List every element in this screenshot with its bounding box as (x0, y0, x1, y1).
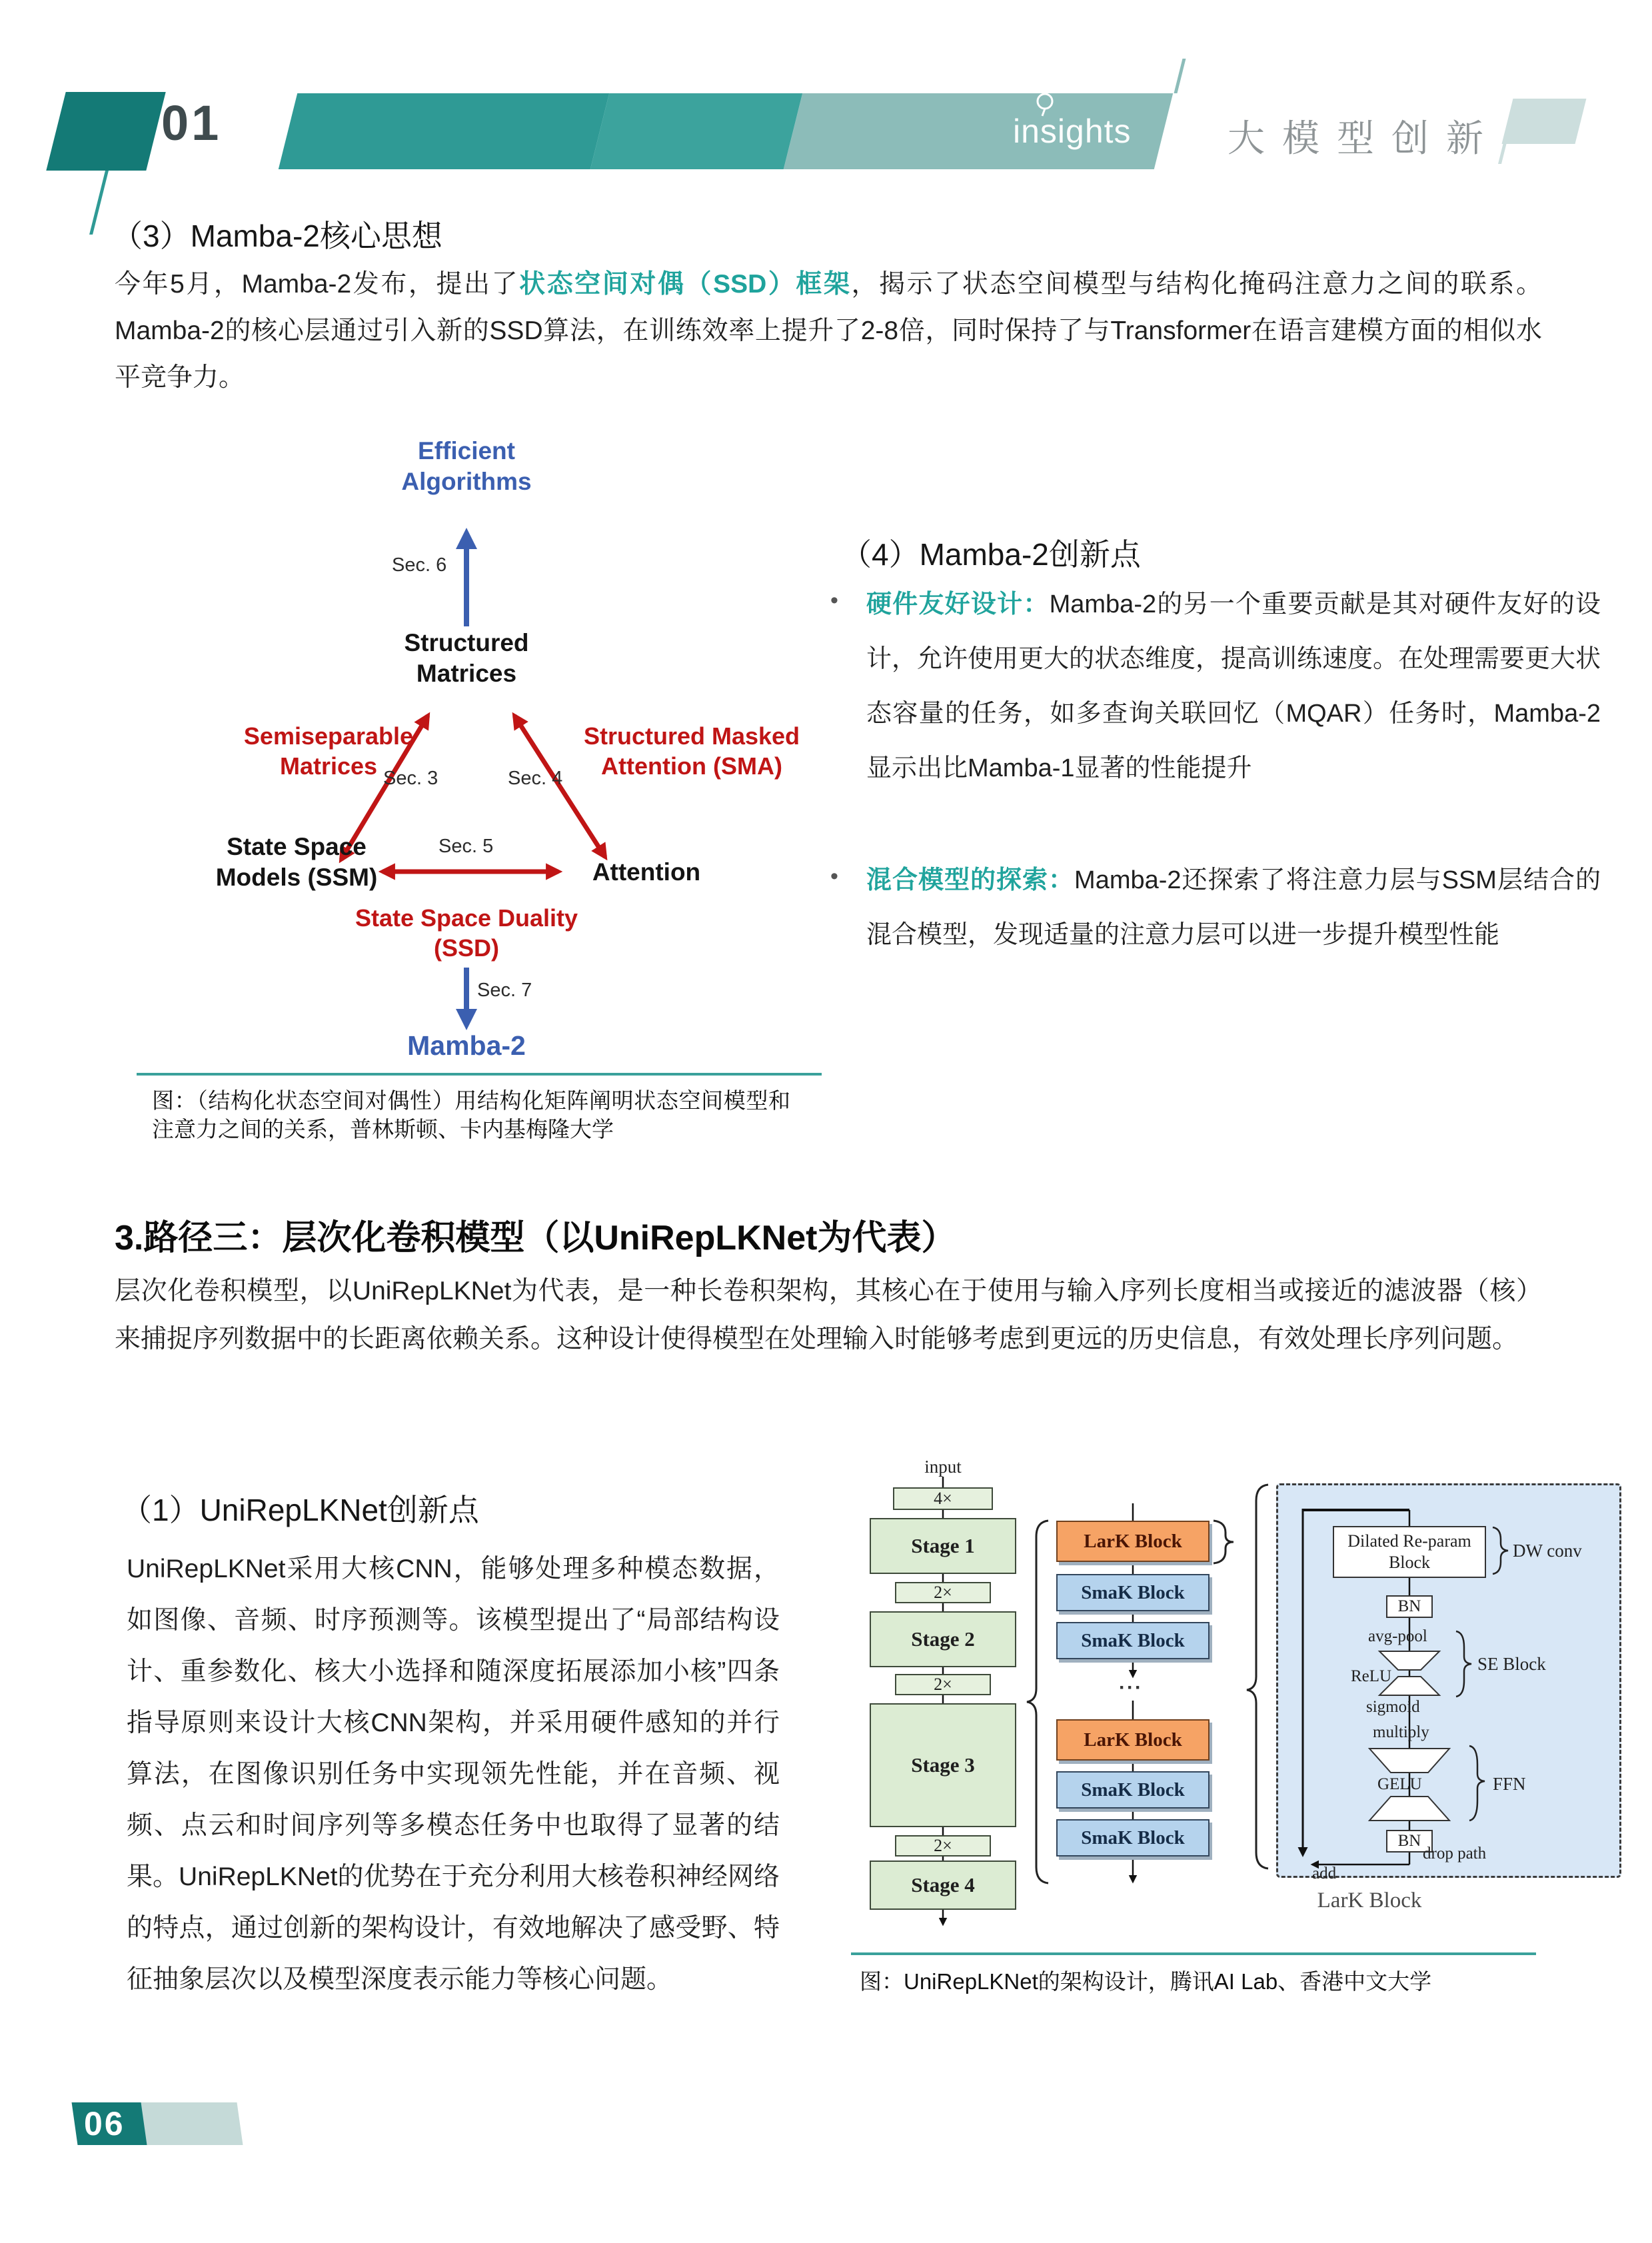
arch-stage-2 (870, 1611, 1016, 1667)
label-sec5: Sec. 5 (438, 836, 494, 857)
arch-stage-3 (870, 1703, 1016, 1827)
stage-text: Stage 1 (911, 1534, 975, 1557)
multiplier-text: 4× (934, 1489, 952, 1508)
arch-lark-block-2 (1056, 1719, 1210, 1761)
bullet-hybrid-models (866, 853, 1601, 962)
block-text: SmaK Block (1081, 1779, 1185, 1801)
ssd-framework-highlight: 状态空间对偶（SSD）框架 (519, 270, 852, 299)
block-text: LarK Block (1084, 1530, 1182, 1552)
node-efficient-algorithms: Efficient Algorithms (401, 437, 532, 495)
mamba-core-paragraph (115, 261, 1542, 401)
panel-text: BN (1397, 1597, 1421, 1615)
path-three-heading: 3.路径三：层次化卷积模型（以UniRepLKNet为代表） (115, 1219, 956, 1257)
panel-bn-top (1386, 1595, 1433, 1618)
node-mamba2: Mamba-2 (407, 1030, 526, 1061)
block-text: SmaK Block (1081, 1629, 1185, 1651)
paragraph-text: ，揭示了状态空间模型与结构化掩码注意力之间的联系。Mamba-2的核心层通过引入新的SSD算法，在训练效率上提升了2-8倍，同时保持了与Transformer在语言建模方面的相似水平竞争力。 (115, 270, 1542, 392)
label-sec7: Sec. 7 (477, 980, 532, 1001)
label-sec6: Sec. 6 (392, 554, 447, 576)
header-strip-tail (1174, 59, 1186, 93)
node-structured-matrices: Structured Matrices (404, 629, 529, 687)
panel-dilated-reparam-block (1333, 1526, 1486, 1578)
footer-banner (0, 2066, 400, 2199)
ssd-diagram (187, 426, 820, 1086)
block-text: SmaK Block (1081, 1581, 1185, 1603)
arch-caption: 图：UniRepLKNet的架构设计，腾讯AI Lab、香港中文大学 (860, 1969, 1432, 1994)
node-attention: Attention (592, 858, 701, 886)
unirep-heading: （1）UniRepLKNet创新点 (121, 1493, 479, 1527)
bullet-text: Mamba-2还探索了将注意力层与SSM层结合的混合模型，发现适量的注意力层可以进一步提升模型性能 (866, 866, 1601, 949)
bullet-dot: • (830, 588, 838, 613)
arch-input-label: input (924, 1457, 962, 1477)
label-sec3: Sec. 3 (383, 768, 438, 789)
mamba-core-heading: （3）Mamba-2核心思想 (112, 219, 442, 253)
arch-smak-block-1 (1056, 1574, 1210, 1611)
stage-text: Stage 4 (911, 1873, 975, 1896)
bullet-dot: • (830, 864, 838, 889)
block-text: LarK Block (1084, 1729, 1182, 1751)
arch-multiplier-0 (893, 1487, 993, 1510)
header-slash-tail (89, 171, 109, 235)
panel-multiply-label: multiply (1373, 1723, 1429, 1741)
panel-drop-path-label: drop path (1423, 1845, 1487, 1863)
path-three-paragraph: 层次化卷积模型，以UniRepLKNet为代表，是一种长卷积架构，其核心在于使用与输入序列长度相当或接近的滤波器（核）来捕捉序列数据中的长距离依赖关系。这种设计使得模型在处理输入时能够考虑到更远的历史信息，有效处理长序列问题。 (115, 1277, 1542, 1353)
bullet-text: Mamba-2的另一个重要贡献是其对硬件友好的设计，允许使用更大的状态维度，提高训练速度。在处理需要更大状态容量的任务，如多查询关联回忆（MQAR）任务时，Mamba-2显示出比Mamba-1显著的性能提升 (866, 590, 1601, 782)
panel-relu-label: ReLU (1351, 1667, 1392, 1685)
header-strip-segment-2 (590, 93, 802, 169)
unirep-architecture-figure (836, 1457, 1626, 1930)
node-state-space-models: State Space Models (SSM) (215, 833, 378, 891)
label-structured-masked-attention: Structured Masked Attention (SMA) (583, 722, 800, 780)
label-state-space-duality: State Space Duality (SSD) (355, 904, 578, 962)
panel-gelu-label: GELU (1377, 1775, 1422, 1793)
arch-lark-block-1 (1056, 1521, 1210, 1562)
arch-multiplier-2 (895, 1674, 991, 1695)
block-text: SmaK Block (1081, 1827, 1185, 1849)
unirep-paragraph: UniRepLKNet采用大核CNN，能够处理多种模态数据，如图像、音频、时序预测等。该模型提出了“局部结构设计、重参数化、核大小选择和随深度拓展添加小核”四条指导原则来设计大核CNN架构，并采用硬件感知的并行算法，在图像识别任务中实现领先性能，并在音频、视频、点云和时间序列等多模态任务中也取得了显著的结果。UniRepLKNet的优势在于充分利用大核卷积神经网络的特点，通过创新的架构设计，有效地解决了感受野、特征抽象层次以及模型深度表示能力等核心问题。 (127, 1555, 780, 1994)
multiplier-text: 2× (934, 1675, 952, 1694)
arch-stage-1 (870, 1518, 1016, 1574)
arch-smak-block-4 (1056, 1819, 1210, 1857)
panel-text: Dilated Re-param Block (1347, 1531, 1471, 1572)
arch-ellipsis: ··· (1119, 1677, 1143, 1699)
footer-page-number: 06 (84, 2105, 125, 2142)
label-sec4: Sec. 4 (508, 768, 563, 789)
bullet-lead: 混合模型的探索： (866, 866, 1075, 894)
header-dark-parallelogram (46, 92, 165, 171)
header-corner-parallelogram (1502, 99, 1587, 144)
panel-add-label: add (1312, 1865, 1337, 1882)
multiplier-text: 2× (934, 1583, 952, 1602)
ssd-caption: 图：（结构化状态空间对偶性）用结构化矩阵阐明状态空间模型和注意力之间的关系，普林斯顿、卡内基梅隆大学 (152, 1088, 790, 1141)
panel-avg-pool-label: avg-pool (1368, 1627, 1427, 1645)
arch-smak-block-2 (1056, 1622, 1210, 1659)
multiplier-text: 2× (934, 1836, 952, 1855)
bullet-lead: 硬件友好设计： (866, 590, 1050, 618)
header-strip-segment-1 (279, 93, 609, 169)
stage-text: Stage 2 (911, 1627, 975, 1651)
ssd-caption-rule (137, 1073, 822, 1076)
panel-text: BN (1397, 1832, 1421, 1850)
brand-logo-text: insights (1013, 113, 1132, 150)
arch-multiplier-3 (895, 1835, 991, 1857)
arch-stage-4 (870, 1861, 1016, 1910)
bullet-hardware-friendly (866, 577, 1601, 796)
panel-ffn-label: FFN (1493, 1774, 1526, 1794)
paragraph-text: 今年5月，Mamba-2发布，提出了 (115, 270, 520, 299)
label-semiseparable-matrices: Semiseparable Matrices (243, 722, 414, 780)
arch-caption-rule (851, 1952, 1536, 1955)
lark-block-panel-label: LarK Block (1317, 1888, 1422, 1912)
panel-se-block-label: SE Block (1477, 1654, 1546, 1674)
panel-sigmoid-label: sigmoid (1366, 1698, 1420, 1716)
page-title: 大模型创新 (1228, 117, 1501, 159)
panel-dw-conv-label: DW conv (1513, 1541, 1582, 1561)
arch-multiplier-1 (895, 1582, 991, 1603)
stage-text: Stage 3 (911, 1753, 975, 1777)
arch-smak-block-3 (1056, 1771, 1210, 1809)
header-section-number: 01 (161, 95, 222, 151)
mamba-innovations-heading: （4）Mamba-2创新点 (841, 537, 1141, 572)
